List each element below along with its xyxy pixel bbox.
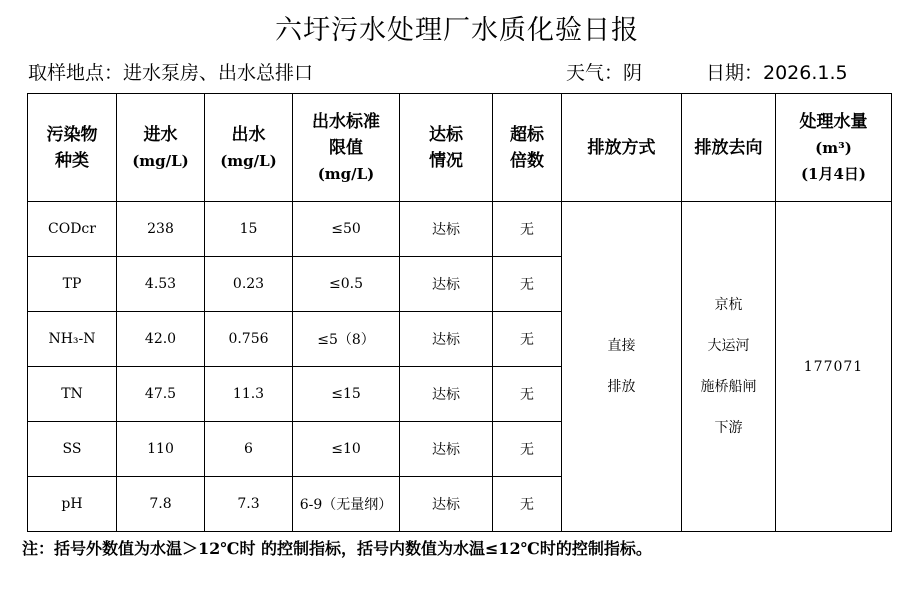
header-discharge-method: 排放方式	[562, 94, 682, 202]
water-quality-table	[27, 93, 892, 532]
header-status: 达标 情况	[400, 94, 493, 202]
pollutant-name: CODcr	[28, 202, 117, 257]
treated-volume: 177071	[776, 202, 892, 532]
influent-value: 238	[117, 202, 205, 257]
header-influent: 进水 (mg/L)	[117, 94, 205, 202]
influent-value: 47.5	[117, 367, 205, 422]
exceed-multiple: 无	[493, 202, 562, 257]
effluent-value: 0.756	[205, 312, 293, 367]
influent-value: 110	[117, 422, 205, 477]
compliance-status: 达标	[400, 312, 493, 367]
pollutant-name: TN	[28, 367, 117, 422]
exceed-multiple: 无	[493, 312, 562, 367]
header-standard: 出水标准 限值 (mg/L)	[293, 94, 400, 202]
standard-limit: ≤5（8）	[293, 312, 400, 367]
discharge-destination: 京杭 大运河 施桥船闸 下游	[682, 202, 776, 532]
effluent-value: 0.23	[205, 257, 293, 312]
header-pollutant: 污染物 种类	[28, 94, 117, 202]
effluent-value: 6	[205, 422, 293, 477]
discharge-method: 直接 排放	[562, 202, 682, 532]
pollutant-name: pH	[28, 477, 117, 532]
compliance-status: 达标	[400, 367, 493, 422]
report-title: 六圩污水处理厂水质化验日报	[275, 15, 639, 46]
standard-limit: ≤0.5	[293, 257, 400, 312]
weather: 天气：阴	[566, 62, 643, 84]
standard-limit: ≤50	[293, 202, 400, 257]
table-row	[28, 202, 892, 257]
standard-limit: ≤10	[293, 422, 400, 477]
pollutant-name: TP	[28, 257, 117, 312]
compliance-status: 达标	[400, 422, 493, 477]
effluent-value: 7.3	[205, 477, 293, 532]
report-date: 日期：2026.1.5	[706, 62, 848, 84]
influent-value: 4.53	[117, 257, 205, 312]
pollutant-name: NH₃-N	[28, 312, 117, 367]
header-exceed: 超标 倍数	[493, 94, 562, 202]
compliance-status: 达标	[400, 477, 493, 532]
header-discharge-dest: 排放去向	[682, 94, 776, 202]
table-header-row	[28, 94, 892, 202]
pollutant-name: SS	[28, 422, 117, 477]
influent-value: 42.0	[117, 312, 205, 367]
standard-limit: ≤15	[293, 367, 400, 422]
exceed-multiple: 无	[493, 477, 562, 532]
standard-limit: 6-9（无量纲）	[293, 477, 400, 532]
header-effluent: 出水 (mg/L)	[205, 94, 293, 202]
exceed-multiple: 无	[493, 257, 562, 312]
exceed-multiple: 无	[493, 367, 562, 422]
header-volume: 处理水量 (m³) (1月4日)	[776, 94, 892, 202]
compliance-status: 达标	[400, 257, 493, 312]
influent-value: 7.8	[117, 477, 205, 532]
sampling-location: 取样地点：进水泵房、出水总排口	[28, 62, 314, 84]
exceed-multiple: 无	[493, 422, 562, 477]
effluent-value: 15	[205, 202, 293, 257]
compliance-status: 达标	[400, 202, 493, 257]
footnote: 注：括号外数值为水温＞12℃时 的控制指标，括号内数值为水温≤12℃时的控制指标。	[22, 539, 652, 558]
effluent-value: 11.3	[205, 367, 293, 422]
